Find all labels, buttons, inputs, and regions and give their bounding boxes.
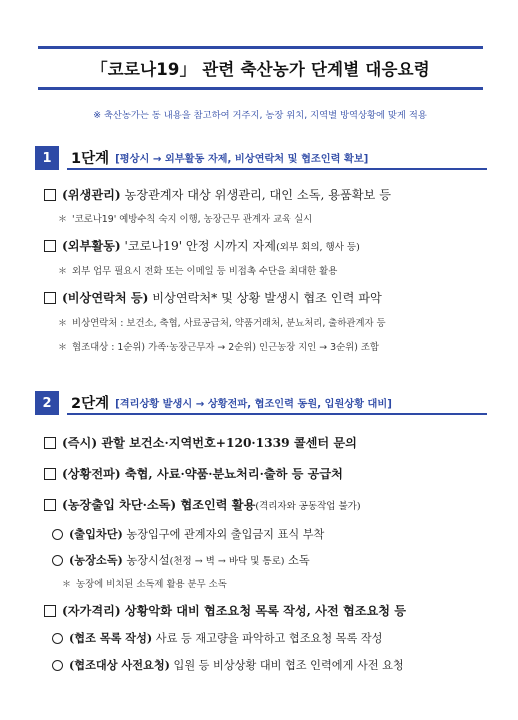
step1-note-contactless [58,263,506,277]
item-text: 비상연락처* 및 상황 발생시 협조 인력 파악 [148,291,382,305]
checkbox-square-icon [44,240,56,252]
step2-sub-request [52,657,500,673]
item-label: (위생관리) [62,188,121,202]
asterisk-icon: ＊ [58,342,68,353]
step2-item-access [44,496,492,513]
item-label: (자가격리) [62,604,121,618]
item-text: 축협, 사료·약품·분뇨처리·출하 등 공급처 [120,467,343,481]
circle-bullet-icon [52,633,63,644]
item-label: (외부활동) [62,239,121,253]
title-box [38,46,483,90]
step2-header [35,391,487,415]
step2-number-badge: 2 [35,391,59,415]
checkbox-square-icon [44,292,56,304]
step1-note-cooperation [58,339,506,353]
sub-text: 농장시설 [122,554,170,567]
step1-title: 1단계 [71,150,110,167]
sub-text: 입원 등 비상상황 대비 협조 인력에게 사전 요청 [169,659,404,672]
step1-note-prevention [58,211,506,225]
item-label: (상황전파) [62,467,121,481]
note-text: 협조대상 : 1순위) 가족·농장근무자 → 2순위) 인근농장 지인 → 3순위) 조합 [72,342,379,353]
item-text: 농장관계자 대상 위생관리, 대인 소독, 용품확보 등 [120,188,391,202]
item-label: (농장출입 차단·소독) [62,498,177,512]
note-text: 외부 업무 필요시 전화 또는 이메일 등 비접촉 수단을 최대한 활용 [72,266,338,277]
item-text: 관할 보건소·지역번호+120·1339 콜센터 문의 [97,436,357,450]
checkbox-square-icon [44,468,56,480]
checkbox-square-icon [44,437,56,449]
step1-description: [평상시 → 외부활동 자제, 비상연락처 및 협조인력 확보] [115,153,369,165]
item-small-text: (격리자와 공동작업 불가) [255,501,361,512]
sub-small-text: (천정 → 벽 → 바닥 및 통로) [169,556,285,567]
step2-description: [격리상황 발생시 → 상황전파, 협조인력 동원, 입원상황 대비] [115,398,392,410]
item-label: (비상연락처 등) [62,291,149,305]
checkbox-square-icon [44,605,56,617]
step1-title-bar [67,146,487,170]
note-text: 비상연락처 : 보건소, 축협, 사료공급처, 약품거래처, 분뇨처리, 출하관계자 등 [72,318,386,329]
sub-label: (협조 목록 작성) [69,631,153,645]
asterisk-icon: ＊ [62,579,72,590]
step2-title-bar [67,391,487,415]
step2-item-isolation [44,602,492,619]
note-text: 농장에 비치된 소독제 활용 분무 소독 [76,579,227,590]
page-title: 「코로나19」 관련 축산농가 단계별 대응요령 [91,60,430,79]
sub-label: (농장소독) [69,553,123,567]
item-text: '코로나19' 안정 시까지 자제 [120,239,277,253]
asterisk-icon: ＊ [58,266,68,277]
step1-header [35,146,487,170]
step2-note-spray [62,576,510,590]
step1-item-emergency [44,289,492,306]
asterisk-icon: ＊ [58,214,68,225]
step1-item-outside [44,237,492,254]
circle-bullet-icon [52,529,63,540]
sub-text: 농장입구에 관계자외 출입금지 표식 부착 [122,528,325,541]
checkbox-square-icon [44,499,56,511]
sub-tail-text: 소독 [284,554,310,567]
sub-label: (협조대상 사전요청) [69,658,170,672]
subtitle-note: ※ 축산농가는 동 내용을 참고하여 거주지, 농장 위치, 지역별 방역상황에 맞게 적용 [93,110,427,121]
step2-title: 2단계 [71,395,110,412]
item-text: 상황악화 대비 협조요청 목록 작성, 사전 협조요청 등 [120,604,407,618]
asterisk-icon: ＊ [58,318,68,329]
item-text: 협조인력 활용 [176,498,256,512]
step2-sub-block [52,526,500,542]
step1-note-contacts [58,315,506,329]
step1-item-hygiene [44,186,492,203]
step1-number-badge: 1 [35,146,59,170]
sub-text: 사료 등 재고량을 파악하고 협조요청 목록 작성 [152,632,383,645]
circle-bullet-icon [52,555,63,566]
item-label: (즉시) [62,436,98,450]
checkbox-square-icon [44,189,56,201]
step2-sub-disinfect [52,552,500,568]
step2-item-spread [44,465,492,482]
step2-sub-list [52,630,500,646]
step2-item-immediate [44,434,492,451]
circle-bullet-icon [52,660,63,671]
sub-label: (출입차단) [69,527,123,541]
item-small-text: (외부 회의, 행사 등) [276,242,360,253]
note-text: '코로나19' 예방수칙 숙지 이행, 농장근무 관계자 교육 실시 [72,214,313,225]
